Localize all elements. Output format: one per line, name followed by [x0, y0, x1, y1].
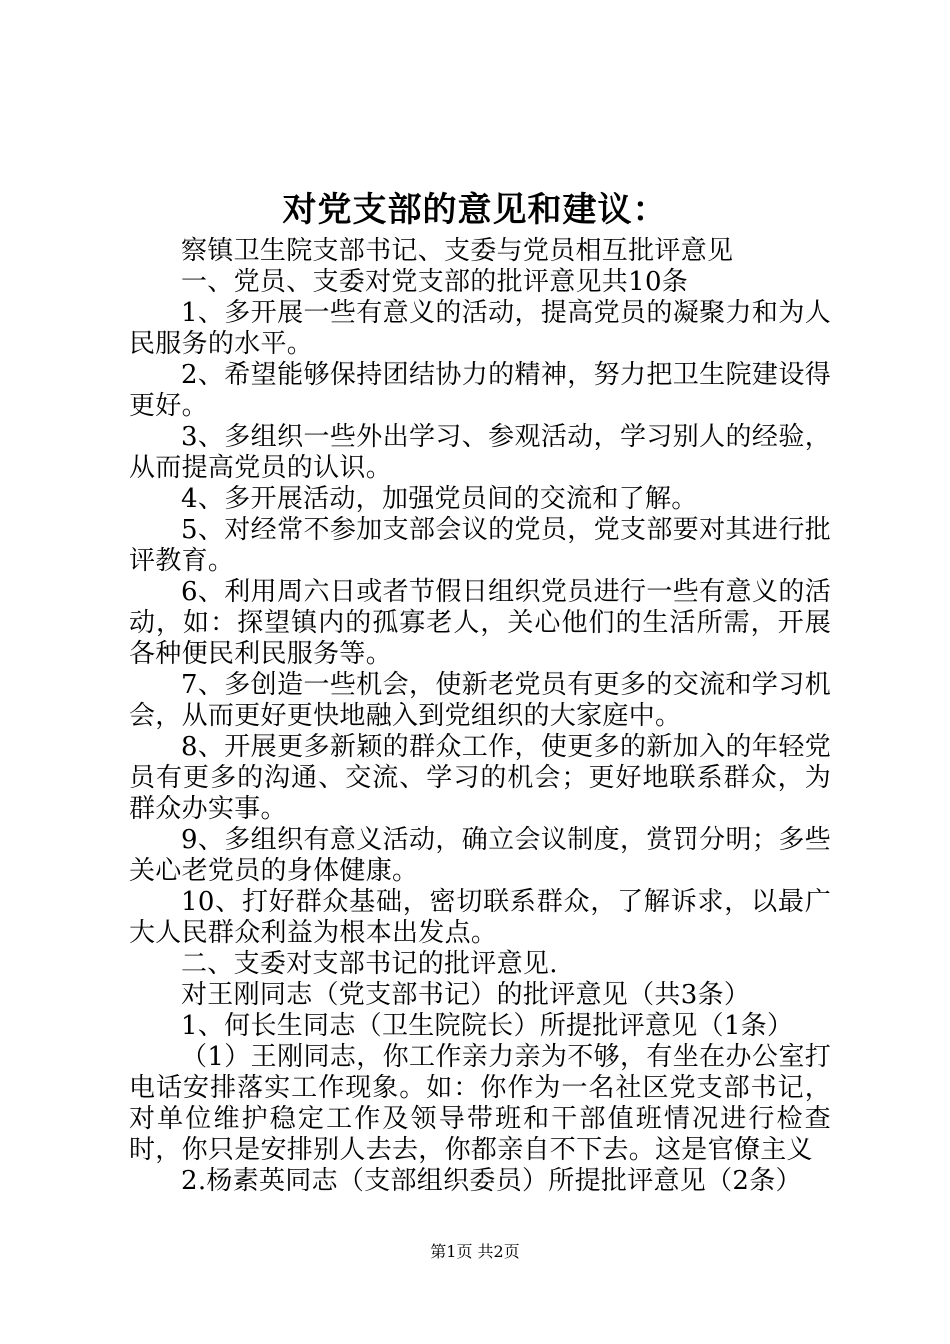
list-item: 5、对经常不参加支部会议的党员，党支部要对其进行批评教育。 [129, 515, 831, 576]
document-body [129, 236, 831, 1197]
list-item: 1、多开展一些有意义的活动，提高党员的凝聚力和为人民服务的水平。 [129, 298, 831, 359]
paragraph: 对王刚同志（党支部书记）的批评意见（共3条） [181, 980, 751, 1010]
list-item: 10、打好群众基础，密切联系群众，了解诉求，以最广大人民群众利益为根本出发点。 [129, 887, 831, 948]
list-item: 8、开展更多新颖的群众工作，使更多的新加入的年轻党员有更多的沟通、交流、学习的机会；更好地联系群众，为群众办实事。 [129, 732, 831, 824]
list-item: 2、希望能够保持团结协力的精神，努力把卫生院建设得更好。 [129, 360, 831, 421]
list-item: 7、多创造一些机会，使新老党员有更多的交流和学习机会，从而更好更快地融入到党组织的大家庭中。 [129, 670, 831, 731]
list-item: 6、利用周六日或者节假日组织党员进行一些有意义的活动，如：探望镇内的孤寡老人，关心他们的生活所需，开展各种便民利民服务等。 [129, 577, 831, 669]
list-item: 9、多组织有意义活动，确立会议制度，赏罚分明；多些关心老党员的身体健康。 [129, 825, 831, 886]
list-item: 4、多开展活动，加强党员间的交流和了解。 [181, 484, 698, 514]
page-footer: 第1页 共2页 [430, 1242, 520, 1261]
document-title: 对党支部的意见和建议： [282, 190, 668, 230]
section-heading-2: 二、支委对支部书记的批评意见. [181, 949, 558, 979]
paragraph-subtitle: 察镇卫生院支部书记、支委与党员相互批评意见 [181, 236, 734, 266]
paragraph: 2.杨素英同志（支部组织委员）所提批评意见（2条） [181, 1166, 802, 1196]
paragraph: 1、何长生同志（卫生院院长）所提批评意见（1条） [181, 1011, 794, 1041]
section-heading-1: 一、党员、支委对党支部的批评意见共10条 [181, 267, 689, 297]
paragraph: （1）王刚同志，你工作亲力亲为不够，有坐在办公室打电话安排落实工作现象。如：你作为一名社区党支部书记，对单位维护稳定工作及领导带班和干部值班情况进行检查时，你只是安排别人去去，你都亲自不下去。这是官僚主义 [129, 1042, 831, 1165]
list-item: 3、多组织一些外出学习、参观活动，学习别人的经验，从而提高党员的认识。 [129, 422, 831, 483]
